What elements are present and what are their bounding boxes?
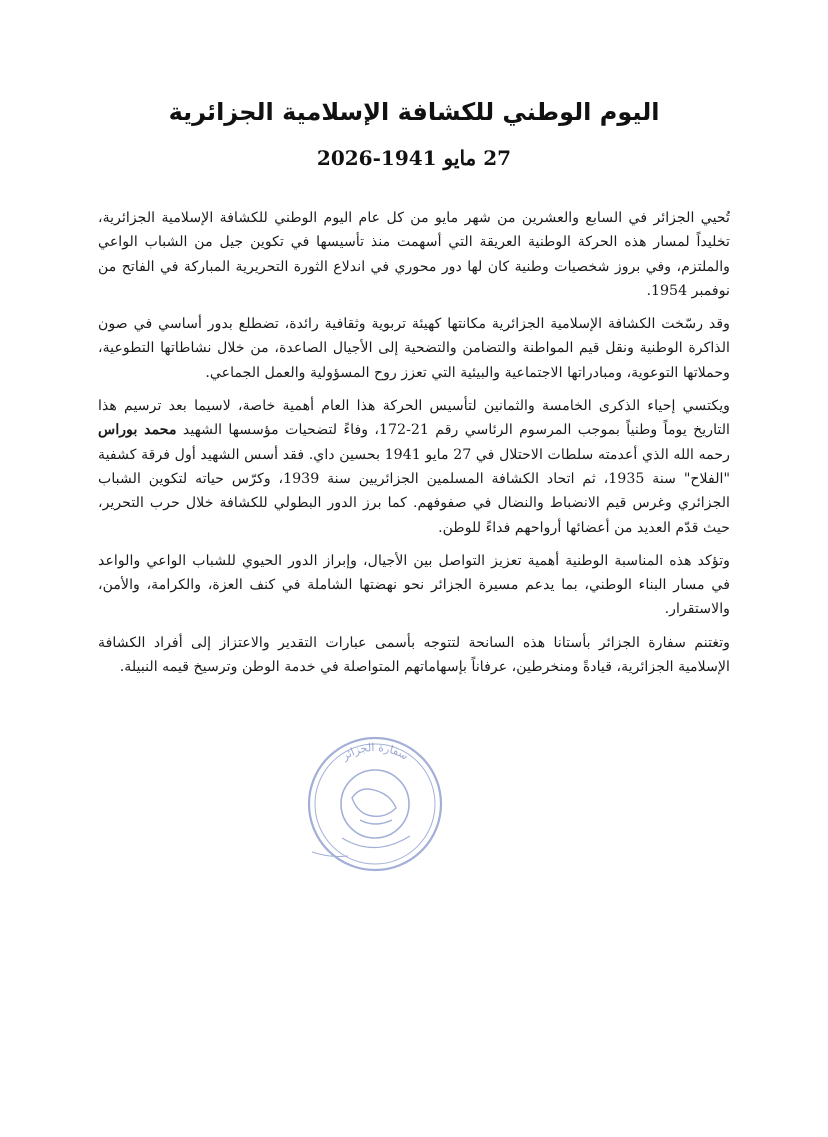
document-title: اليوم الوطني للكشافة الإسلامية الجزائرية [168, 98, 660, 126]
paragraph-3-part-1: ويكتسي إحياء الذكرى الخامسة والثمانين لتأسيس الحركة هذا العام أهمية خاصة، لاسيما بعد ترسيم هذا التاريخ يوماً وطنياً بموجب المرسوم الرئاسي رقم 21-172، وفاءً لتضحيات مؤسسها الشهيد [98, 398, 730, 439]
paragraph-4: وتؤكد هذه المناسبة الوطنية أهمية تعزيز التواصل بين الأجيال، وإبراز الدور الحيوي للشباب الواعي والواعد في مسار البناء الوطني، بما يدعم مسيرة الجزائر نحو نهضتها الشاملة في كنف العزة، والكرامة، والأمن، والاستقرار. [98, 552, 730, 618]
paragraph-2: وقد رسّخت الكشافة الإسلامية الجزائرية مكانتها كهيئة تربوية وثقافية رائدة، تضطلع بدور أساسي في صون الذاكرة الوطنية ونقل قيم المواطنة والتضامن والتضحية إلى الأجيال الصاعدة، من خلال نشاطاتها التطوعية، وحملاتها التوعوية، ومبادراتها الاجتماعية والبيئية التي تعزز روح المسؤولية والعمل الجماعي. [98, 316, 730, 381]
paragraph-5: وتغتنم سفارة الجزائر بأستانا هذه السانحة لتتوجه بأسمى عبارات التقدير والاعتزاز إلى أفراد الكشافة الإسلامية الجزائرية، قيادةً ومنخرطين، عرفاناً بإسهاماتهم المتواصلة في خدمة الوطن وترسيخ قيمه النبيلة. [98, 634, 730, 676]
document-date: 27 مايو 1941-2026 [316, 146, 512, 170]
stamp-text: سفارة الجزائر [339, 740, 411, 763]
paragraph-1: تُحيي الجزائر في السابع والعشرين من شهر مايو من كل عام اليوم الوطني للكشافة الإسلامية الجزائرية، تخليداً لمسار هذه الحركة الوطنية العريقة التي أسهمت منذ تأسيسها في تكوين جيل من الشباب الواعي والملتزم، وفي بروز شخصيات وطنية كان لها دور محوري في اندلاع الثورة التحريرية المباركة في الفاتح من نوفمبر 1954. [98, 210, 730, 299]
paragraph-3-part-2: رحمه الله الذي أعدمته سلطات الاحتلال في 27 مايو 1941 بحسين داي. فقد أسس الشهيد أول فرقة كشفية "الفلاح" سنة 1935، ثم اتحاد الكشافة المسلمين الجزائريين سنة 1939، وكرّس حياته لتكوين الشباب الجزائري وغرس قيم الانضباط والنضال في صفوفهم. كما برز الدور البطولي للكشافة خلال حرب التحرير، حيث قدّم العديد من أعضائها أرواحهم فداءً للوطن. [98, 446, 731, 536]
official-seal-stamp [300, 728, 450, 874]
paragraph-3 [98, 394, 730, 540]
martyr-name: محمد بوراس [98, 422, 177, 439]
document-body [98, 206, 730, 688]
